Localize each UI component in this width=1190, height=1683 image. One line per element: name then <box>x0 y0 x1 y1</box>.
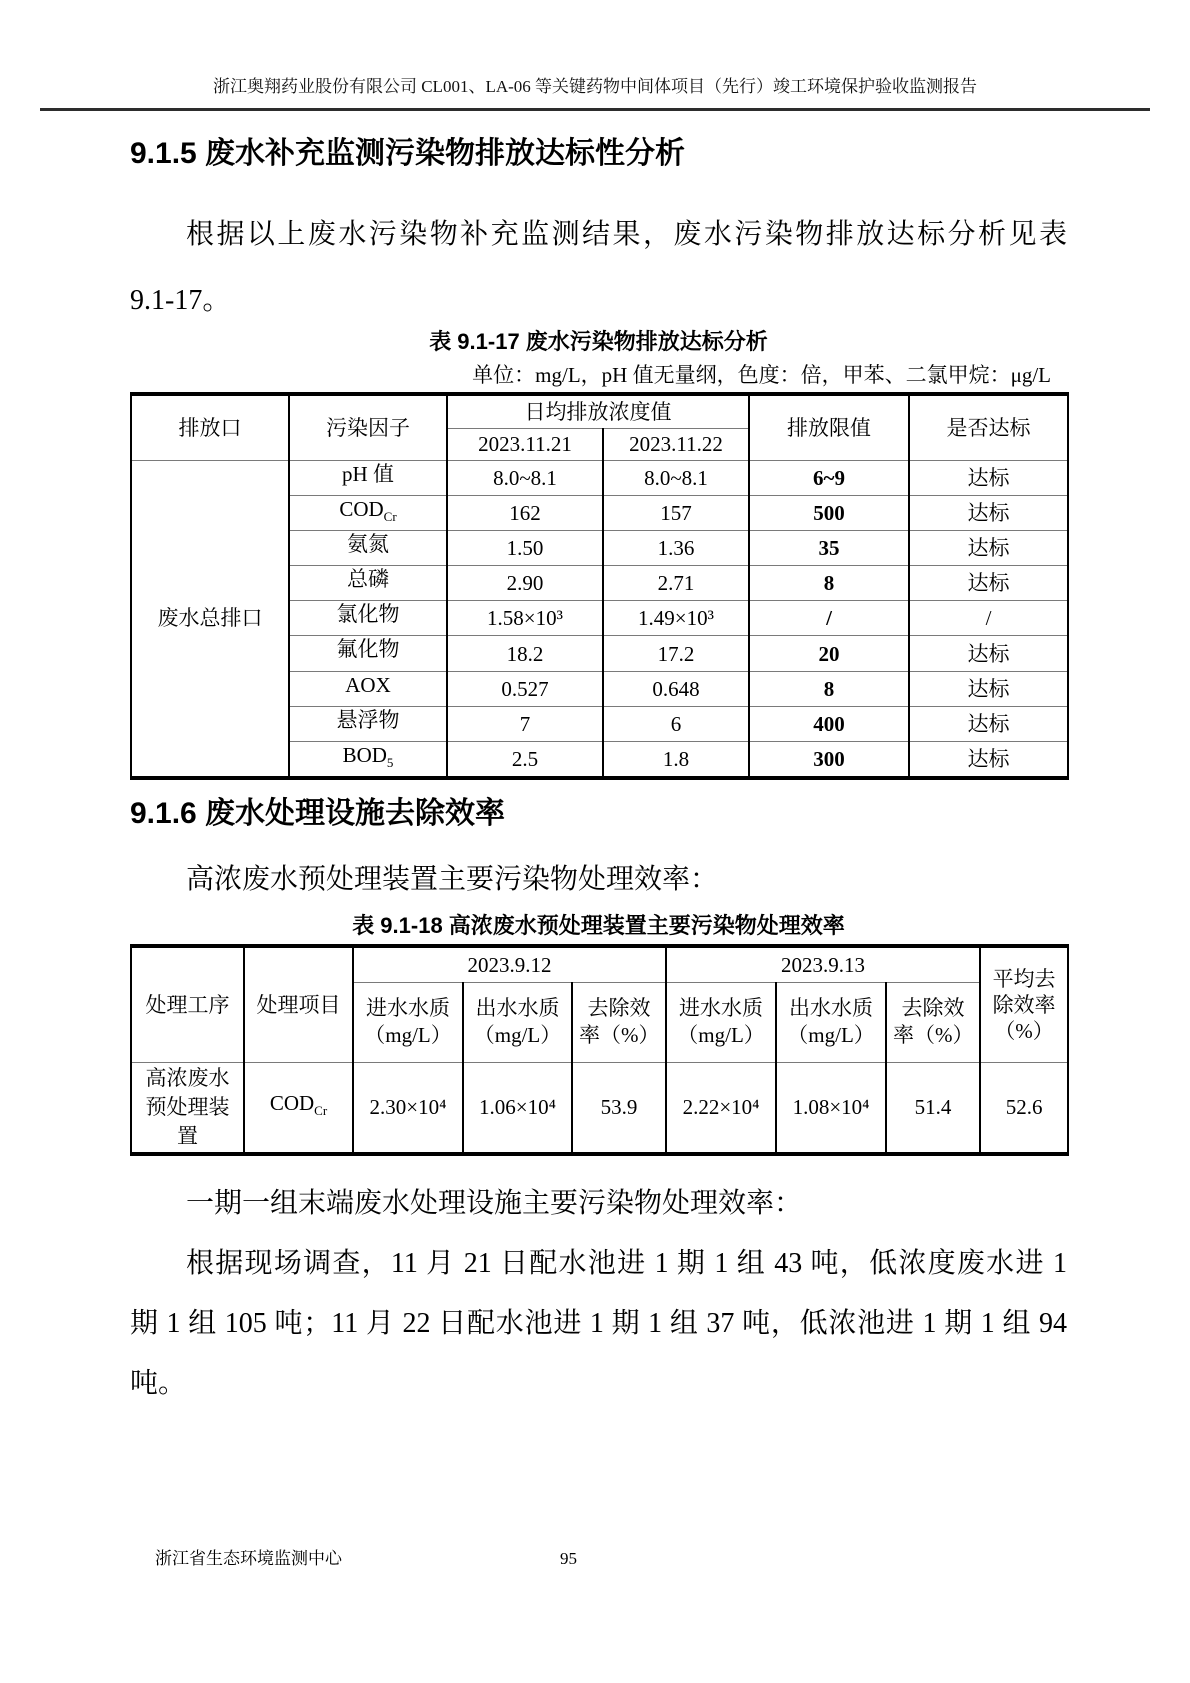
value-cell: 1.49×10³ <box>603 601 749 636</box>
value-cell: 8.0~8.1 <box>447 460 603 495</box>
factor-cell <box>289 636 447 671</box>
col-header-outflow <box>463 982 572 1062</box>
paragraph-line: 9.1-17。 <box>130 285 231 316</box>
col-header-compliance: 是否达标 <box>909 394 1068 460</box>
table-9-1-17 <box>130 392 1069 780</box>
factor-text: 氯化物 <box>336 602 400 627</box>
col-header-date2: 2023.11.22 <box>603 428 749 460</box>
value-cell: 1.58×10³ <box>447 601 603 636</box>
limit-cell: 300 <box>749 742 909 779</box>
header-line: （mg/L） <box>677 1023 765 1048</box>
header-line: 平均去 <box>992 966 1056 991</box>
footer-organization: 浙江省生态环境监测中心 <box>155 1549 342 1568</box>
limit-cell: 6~9 <box>749 460 909 495</box>
limit-cell: 400 <box>749 706 909 741</box>
value-cell: 162 <box>447 495 603 530</box>
value-cell: 0.648 <box>603 671 749 706</box>
col-header-outflow <box>776 982 886 1062</box>
compliance-cell: 达标 <box>909 636 1068 671</box>
paragraph-line: 期 1 组 105 吨；11 月 22 日配水池进 1 期 1 组 37 吨，低浓池进 1 期 1 组 94 <box>130 1308 1067 1340</box>
paragraph-916-intro <box>130 850 1067 910</box>
factor-text: BOD <box>342 743 387 767</box>
footer-page-number: 95 <box>560 1549 577 1568</box>
limit-cell: 500 <box>749 495 909 530</box>
value-cell: 2.71 <box>603 566 749 601</box>
col-header-factor: 污染因子 <box>289 394 447 460</box>
value-cell: 1.36 <box>603 530 749 565</box>
col-header-outlet: 排放口 <box>131 394 289 460</box>
item-text: COD <box>269 1091 315 1116</box>
header-line: 率（%） <box>893 1023 974 1048</box>
factor-cell <box>289 495 447 530</box>
factor-subscript: Cr <box>383 508 397 524</box>
factor-cell <box>289 530 447 565</box>
factor-cell <box>289 566 447 601</box>
limit-cell: 8 <box>749 671 909 706</box>
process-line: 置 <box>177 1123 198 1148</box>
compliance-cell: 达标 <box>909 495 1068 530</box>
compliance-cell: / <box>909 601 1068 636</box>
factor-text: 氟化物 <box>336 637 400 662</box>
factor-cell <box>289 671 447 706</box>
page-content <box>130 0 1067 1414</box>
factor-subscript: 5 <box>386 755 394 771</box>
section-heading-915: 9.1.5 废水补充监测污染物排放达标性分析 <box>130 137 686 170</box>
table-row <box>131 460 1068 495</box>
process-cell <box>131 1062 244 1154</box>
header-line: （%） <box>994 1018 1054 1043</box>
compliance-cell: 达标 <box>909 460 1068 495</box>
col-header-item: 处理项目 <box>244 946 353 1062</box>
compliance-cell: 达标 <box>909 706 1068 741</box>
col-header-limit: 排放限值 <box>749 394 909 460</box>
item-subscript: Cr <box>314 1103 328 1119</box>
header-line: 去除效 <box>587 996 651 1021</box>
value-cell: 53.9 <box>572 1062 666 1154</box>
header-line: 率（%） <box>579 1023 660 1048</box>
compliance-cell: 达标 <box>909 530 1068 565</box>
factor-text: 氨氮 <box>347 531 389 556</box>
paragraph-915 <box>130 202 1067 334</box>
factor-cell <box>289 460 447 495</box>
header-line: 除效率 <box>992 992 1056 1017</box>
paragraph-phase1-intro <box>130 1174 1067 1234</box>
value-cell: 2.90 <box>447 566 603 601</box>
compliance-cell: 达标 <box>909 566 1068 601</box>
item-cell <box>244 1062 353 1154</box>
value-cell: 2.5 <box>447 742 603 779</box>
value-cell: 51.4 <box>886 1062 980 1154</box>
col-header-date1: 2023.11.21 <box>447 428 603 460</box>
factor-cell <box>289 706 447 741</box>
paragraph-line: 吨。 <box>130 1368 187 1400</box>
paragraph-line: 根据现场调查，11 月 21 日配水池进 1 期 1 组 43 吨，低浓度废水进 1 <box>186 1248 1067 1280</box>
limit-cell: 8 <box>749 566 909 601</box>
factor-cell <box>289 601 447 636</box>
paragraph-site-survey <box>130 1234 1067 1414</box>
value-cell: 2.30×10⁴ <box>353 1062 463 1154</box>
table-9-1-18 <box>130 944 1069 1156</box>
compliance-cell: 达标 <box>909 671 1068 706</box>
value-cell: 6 <box>603 706 749 741</box>
header-line: 出水水质 <box>475 996 560 1021</box>
table-917-title: 表 9.1-17 废水污染物排放达标分析 <box>429 329 768 354</box>
col-header-date2: 2023.9.13 <box>666 946 980 982</box>
factor-text: AOX <box>345 672 391 697</box>
factor-cell <box>289 742 447 779</box>
col-header-inflow <box>353 982 463 1062</box>
paragraph-line: 一期一组末端废水处理设施主要污染物处理效率： <box>186 1188 803 1220</box>
col-header-daily-avg: 日均排放浓度值 <box>447 394 749 428</box>
factor-text: pH 值 <box>342 461 394 486</box>
value-cell: 7 <box>447 706 603 741</box>
avg-value-cell: 52.6 <box>980 1062 1068 1154</box>
value-cell: 8.0~8.1 <box>603 460 749 495</box>
value-cell: 1.50 <box>447 530 603 565</box>
value-cell: 2.22×10⁴ <box>666 1062 776 1154</box>
col-header-avg-removal <box>980 946 1068 1062</box>
compliance-cell: 达标 <box>909 742 1068 779</box>
header-line: 去除效 <box>901 996 965 1021</box>
header-line: 进水水质 <box>366 996 450 1021</box>
paragraph-line: 根据以上废水污染物补充监测结果，废水污染物排放达标分析见表 <box>186 219 1067 250</box>
col-header-date1: 2023.9.12 <box>353 946 666 982</box>
factor-text: COD <box>339 496 384 521</box>
factor-text: 总磷 <box>347 567 389 592</box>
header-line: 出水水质 <box>789 996 874 1021</box>
paragraph-line: 高浓废水预处理装置主要污染物处理效率： <box>186 864 719 896</box>
limit-cell: 20 <box>749 636 909 671</box>
table-row <box>131 1062 1068 1154</box>
value-cell: 1.08×10⁴ <box>776 1062 886 1154</box>
value-cell: 1.06×10⁴ <box>463 1062 572 1154</box>
value-cell: 18.2 <box>447 636 603 671</box>
section-heading-916: 9.1.6 废水处理设施去除效率 <box>130 797 506 831</box>
col-header-process: 处理工序 <box>131 946 244 1062</box>
value-cell: 1.8 <box>603 742 749 779</box>
col-header-removal <box>572 982 666 1062</box>
col-header-inflow <box>666 982 776 1062</box>
process-line: 预处理装 <box>145 1094 230 1119</box>
value-cell: 157 <box>603 495 749 530</box>
header-line: （mg/L） <box>364 1023 452 1048</box>
table-918-title: 表 9.1-18 高浓废水预处理装置主要污染物处理效率 <box>352 913 845 939</box>
header-line: （mg/L） <box>787 1023 875 1048</box>
table-917-unit-note: 单位：mg/L，pH 值无量纲，色度：倍，甲苯、二氯甲烷：μg/L <box>472 363 1051 387</box>
page-header-title: 浙江奥翔药业股份有限公司 CL001、LA-06 等关键药物中间体项目（先行）竣工环境保护验收监测报告 <box>212 77 978 96</box>
process-line: 高浓废水 <box>145 1065 230 1090</box>
header-line: 进水水质 <box>679 996 764 1021</box>
outlet-cell: 废水总排口 <box>131 460 289 778</box>
limit-cell: 35 <box>749 530 909 565</box>
factor-text: 悬浮物 <box>336 707 400 732</box>
value-cell: 0.527 <box>447 671 603 706</box>
col-header-removal <box>886 982 980 1062</box>
value-cell: 17.2 <box>603 636 749 671</box>
limit-cell: / <box>749 601 909 636</box>
header-line: （mg/L） <box>473 1023 562 1048</box>
